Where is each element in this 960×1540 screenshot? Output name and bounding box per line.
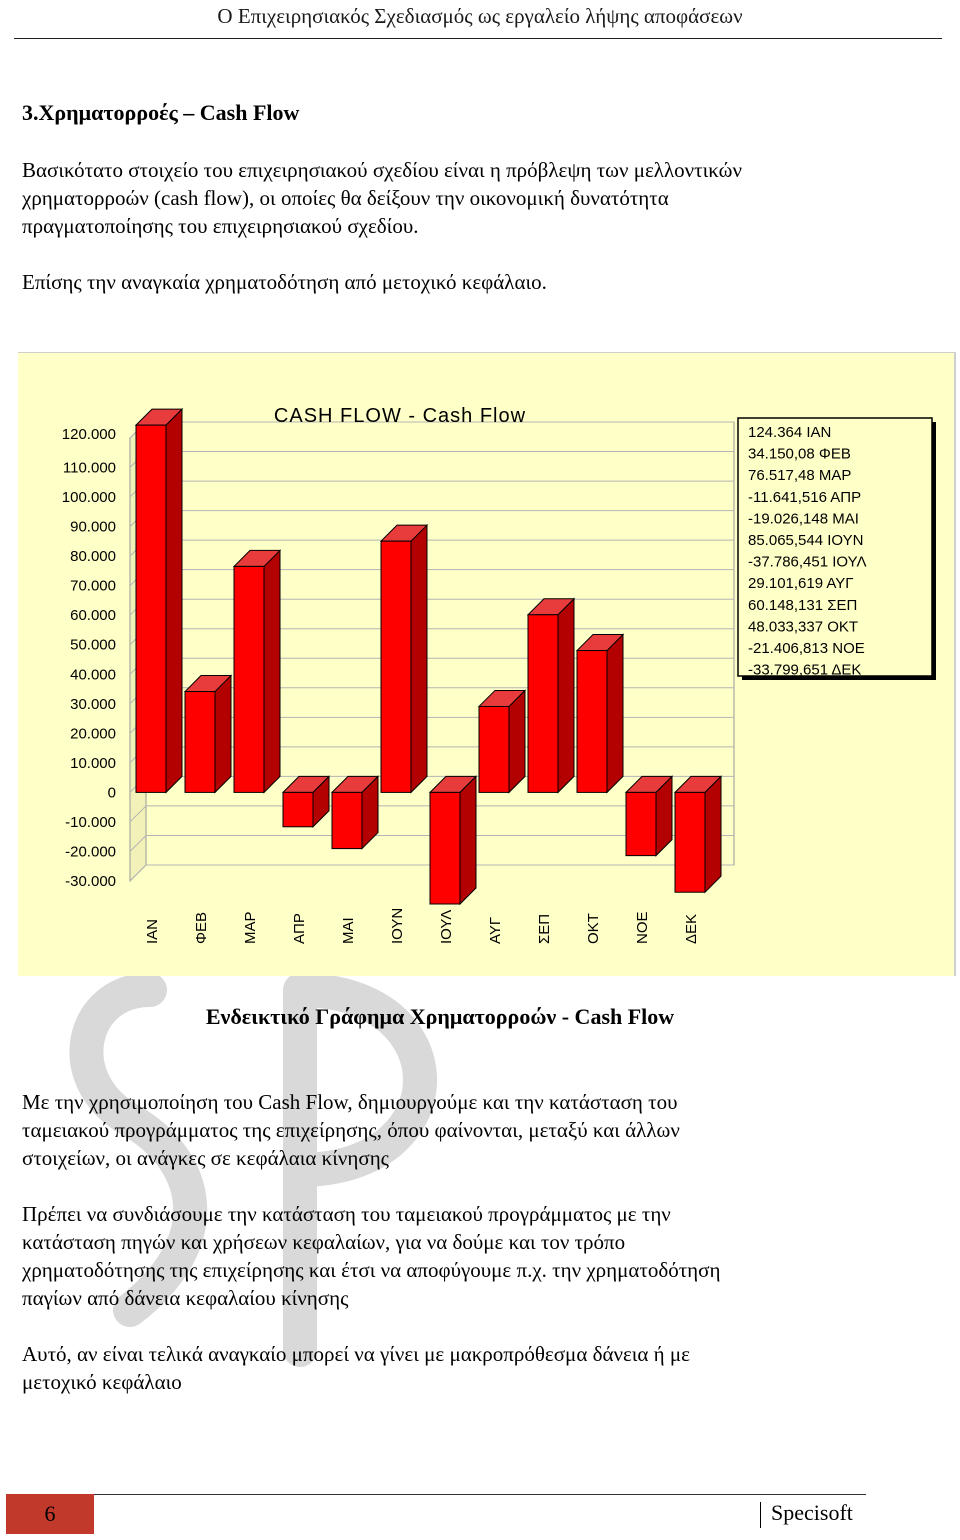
y-tick-label: 0 xyxy=(107,784,116,802)
footer-divider xyxy=(94,1494,866,1495)
paragraph-financing xyxy=(22,268,922,296)
bar xyxy=(185,676,231,793)
y-tick-label: 50.000 xyxy=(70,636,116,654)
bar xyxy=(332,776,378,848)
bar-side xyxy=(509,690,525,792)
bar xyxy=(234,550,280,792)
y-tick-label: -20.000 xyxy=(65,843,116,861)
legend xyxy=(738,418,936,680)
bar-side xyxy=(166,409,182,792)
y-tick-label: -10.000 xyxy=(65,813,116,831)
x-category-label: ΝΟΕ xyxy=(634,911,651,944)
paragraph-line: Επίσης την αναγκαία χρηματοδότηση από μετοχικό κεφάλαιο. xyxy=(22,270,547,294)
paragraph-line: μετοχικό κεφάλαιο xyxy=(22,1370,182,1394)
paragraph-line: χρηματοδότησης της επιχείρησης και έτσι να αποφύγουμε π.χ. την χρηματοδότηση xyxy=(22,1258,721,1282)
y-tick-label: 20.000 xyxy=(70,725,116,743)
x-category-label: ΑΠΡ xyxy=(291,913,308,944)
header-divider xyxy=(14,38,942,39)
bar xyxy=(528,599,574,793)
y-tick-label: 60.000 xyxy=(70,607,116,625)
x-category-label: ΔΕΚ xyxy=(683,913,700,944)
paragraph-line: ταμειακού προγράμματος της επιχείρησης, όπου φαίνονται, μεταξύ και άλλων xyxy=(22,1118,680,1142)
header-title: Ο Επιχειρησιακός Σχεδιασμός ως εργαλείο λήψης αποφάσεων xyxy=(217,4,743,28)
chart-title: CASH FLOW - Cash Flow xyxy=(273,405,527,427)
bar xyxy=(381,525,427,792)
chart-caption: Ενδεικτικό Γράφημα Χρηματορροών - Cash Flow xyxy=(205,1004,675,1029)
paragraph-line: Πρέπει να συνδιάσουμε την κατάσταση του ταμειακού προγράμματος με την xyxy=(22,1202,671,1226)
cash-flow-chart-svg xyxy=(18,352,956,976)
bar-front xyxy=(136,425,166,792)
bar-front xyxy=(332,792,362,848)
paragraph-line: Με την χρησιμοποίηση του Cash Flow, δημιουργούμε και την κατάσταση του xyxy=(22,1090,678,1114)
footer-brand xyxy=(760,1500,853,1528)
x-category-label: ΣΕΠ xyxy=(536,913,553,944)
y-tick-label: 120.000 xyxy=(61,426,116,443)
x-category-label: ΙΑΝ xyxy=(144,918,161,944)
legend-entry: 29.101,619 ΑΥΓ xyxy=(748,575,854,593)
y-tick-label: 100.000 xyxy=(61,489,116,507)
bar xyxy=(430,776,476,904)
paragraph-long-term-loans xyxy=(22,1340,922,1396)
legend-entry: -11.641,516 ΑΠΡ xyxy=(748,488,862,506)
paragraph-cash-program xyxy=(22,1088,922,1172)
paragraph-intro xyxy=(22,156,922,240)
y-tick-label: -30.000 xyxy=(65,873,116,890)
legend-entry: 48.033,337 ΟΚΤ xyxy=(748,618,859,636)
x-category-label: ΙΟΥΛ xyxy=(438,909,455,944)
bar-front xyxy=(234,566,264,792)
y-tick-label: 90.000 xyxy=(70,518,116,536)
bar-front xyxy=(675,792,705,892)
legend-entry: 85.065,544 ΙΟΥΝ xyxy=(748,532,864,549)
footer-page-number: 6 xyxy=(6,1494,94,1534)
paragraph-line: Αυτό, αν είναι τελικά αναγκαίο μπορεί να γίνει με μακροπρόθεσμα δάνεια ή με xyxy=(22,1342,690,1366)
legend-entry: -21.406,813 ΝΟΕ xyxy=(748,640,865,657)
y-tick-label: 40.000 xyxy=(70,666,116,684)
bar-side xyxy=(607,635,623,793)
bar xyxy=(136,409,182,792)
bar-front xyxy=(430,792,460,904)
plot-area xyxy=(62,409,734,944)
bar-front xyxy=(479,706,509,792)
bar-front xyxy=(528,615,558,793)
paragraph-line: χρηματορροών (cash flow), οι οποίες θα δείξουν την οικονομική δυνατότητα xyxy=(22,186,669,210)
y-tick-label: 70.000 xyxy=(70,577,116,595)
bar xyxy=(675,776,721,892)
x-category-label: ΑΥΓ xyxy=(487,916,504,944)
legend-entry: 60.148,131 ΣΕΠ xyxy=(748,596,858,614)
legend-entry: 34.150,08 ΦΕΒ xyxy=(748,445,851,463)
bar-front xyxy=(577,651,607,793)
section-title: 3.Χρηματορροές – Cash Flow xyxy=(22,100,300,125)
paragraph-line: κατάσταση πηγών και χρήσεων κεφαλαίων, για να δούμε και τον τρόπο xyxy=(22,1230,626,1254)
y-tick-label: 80.000 xyxy=(70,548,116,566)
cash-flow-chart xyxy=(18,352,956,976)
bar-side xyxy=(215,676,231,793)
paragraph-line: Βασικότατο στοιχείο του επιχειρησιακού σχεδίου είναι η πρόβλεψη των μελλοντικών xyxy=(22,158,742,182)
bar xyxy=(626,776,672,855)
x-category-label: ΜΑΡ xyxy=(242,911,259,944)
y-tick-label: 10.000 xyxy=(70,754,116,772)
bar xyxy=(577,635,623,793)
paragraph-sources-uses xyxy=(22,1200,922,1312)
x-category-label: ΜΑΙ xyxy=(340,917,357,944)
paragraph-line: πραγματοποίησης του επιχειρησιακού σχεδίου. xyxy=(22,214,419,238)
y-tick-label: 110.000 xyxy=(62,459,116,477)
bar-front xyxy=(381,541,411,792)
bar xyxy=(479,690,525,792)
legend-entry: -33.799,651 ΔΕΚ xyxy=(748,661,862,679)
footer-brand-separator xyxy=(760,1502,761,1528)
bar-front xyxy=(185,692,215,793)
bar-side xyxy=(411,525,427,792)
legend-entry: -19.026,148 ΜΑΙ xyxy=(748,510,859,528)
x-category-label: ΙΟΥΝ xyxy=(389,907,406,944)
bar-side xyxy=(460,776,476,904)
y-tick-label: 30.000 xyxy=(70,695,116,713)
paragraph-line: στοιχείων, οι ανάγκες σε κεφάλαια κίνησης xyxy=(22,1146,389,1170)
x-category-label: ΦΕΒ xyxy=(193,912,210,944)
footer-brand-name: Specisoft xyxy=(771,1500,853,1525)
x-category-label: ΟΚΤ xyxy=(585,913,602,944)
bar-front xyxy=(283,792,313,826)
bar-side xyxy=(264,550,280,792)
bar-side xyxy=(705,776,721,892)
bar-side xyxy=(558,599,574,793)
legend-entry: 76.517,48 ΜΑΡ xyxy=(748,467,852,485)
paragraph-line: παγίων από δάνεια κεφαλαίου κίνησης xyxy=(22,1286,349,1310)
legend-entry: -37.786,451 ΙΟΥΛ xyxy=(748,553,867,571)
bar-front xyxy=(626,792,656,855)
legend-entry: 124.364 ΙΑΝ xyxy=(748,424,832,441)
